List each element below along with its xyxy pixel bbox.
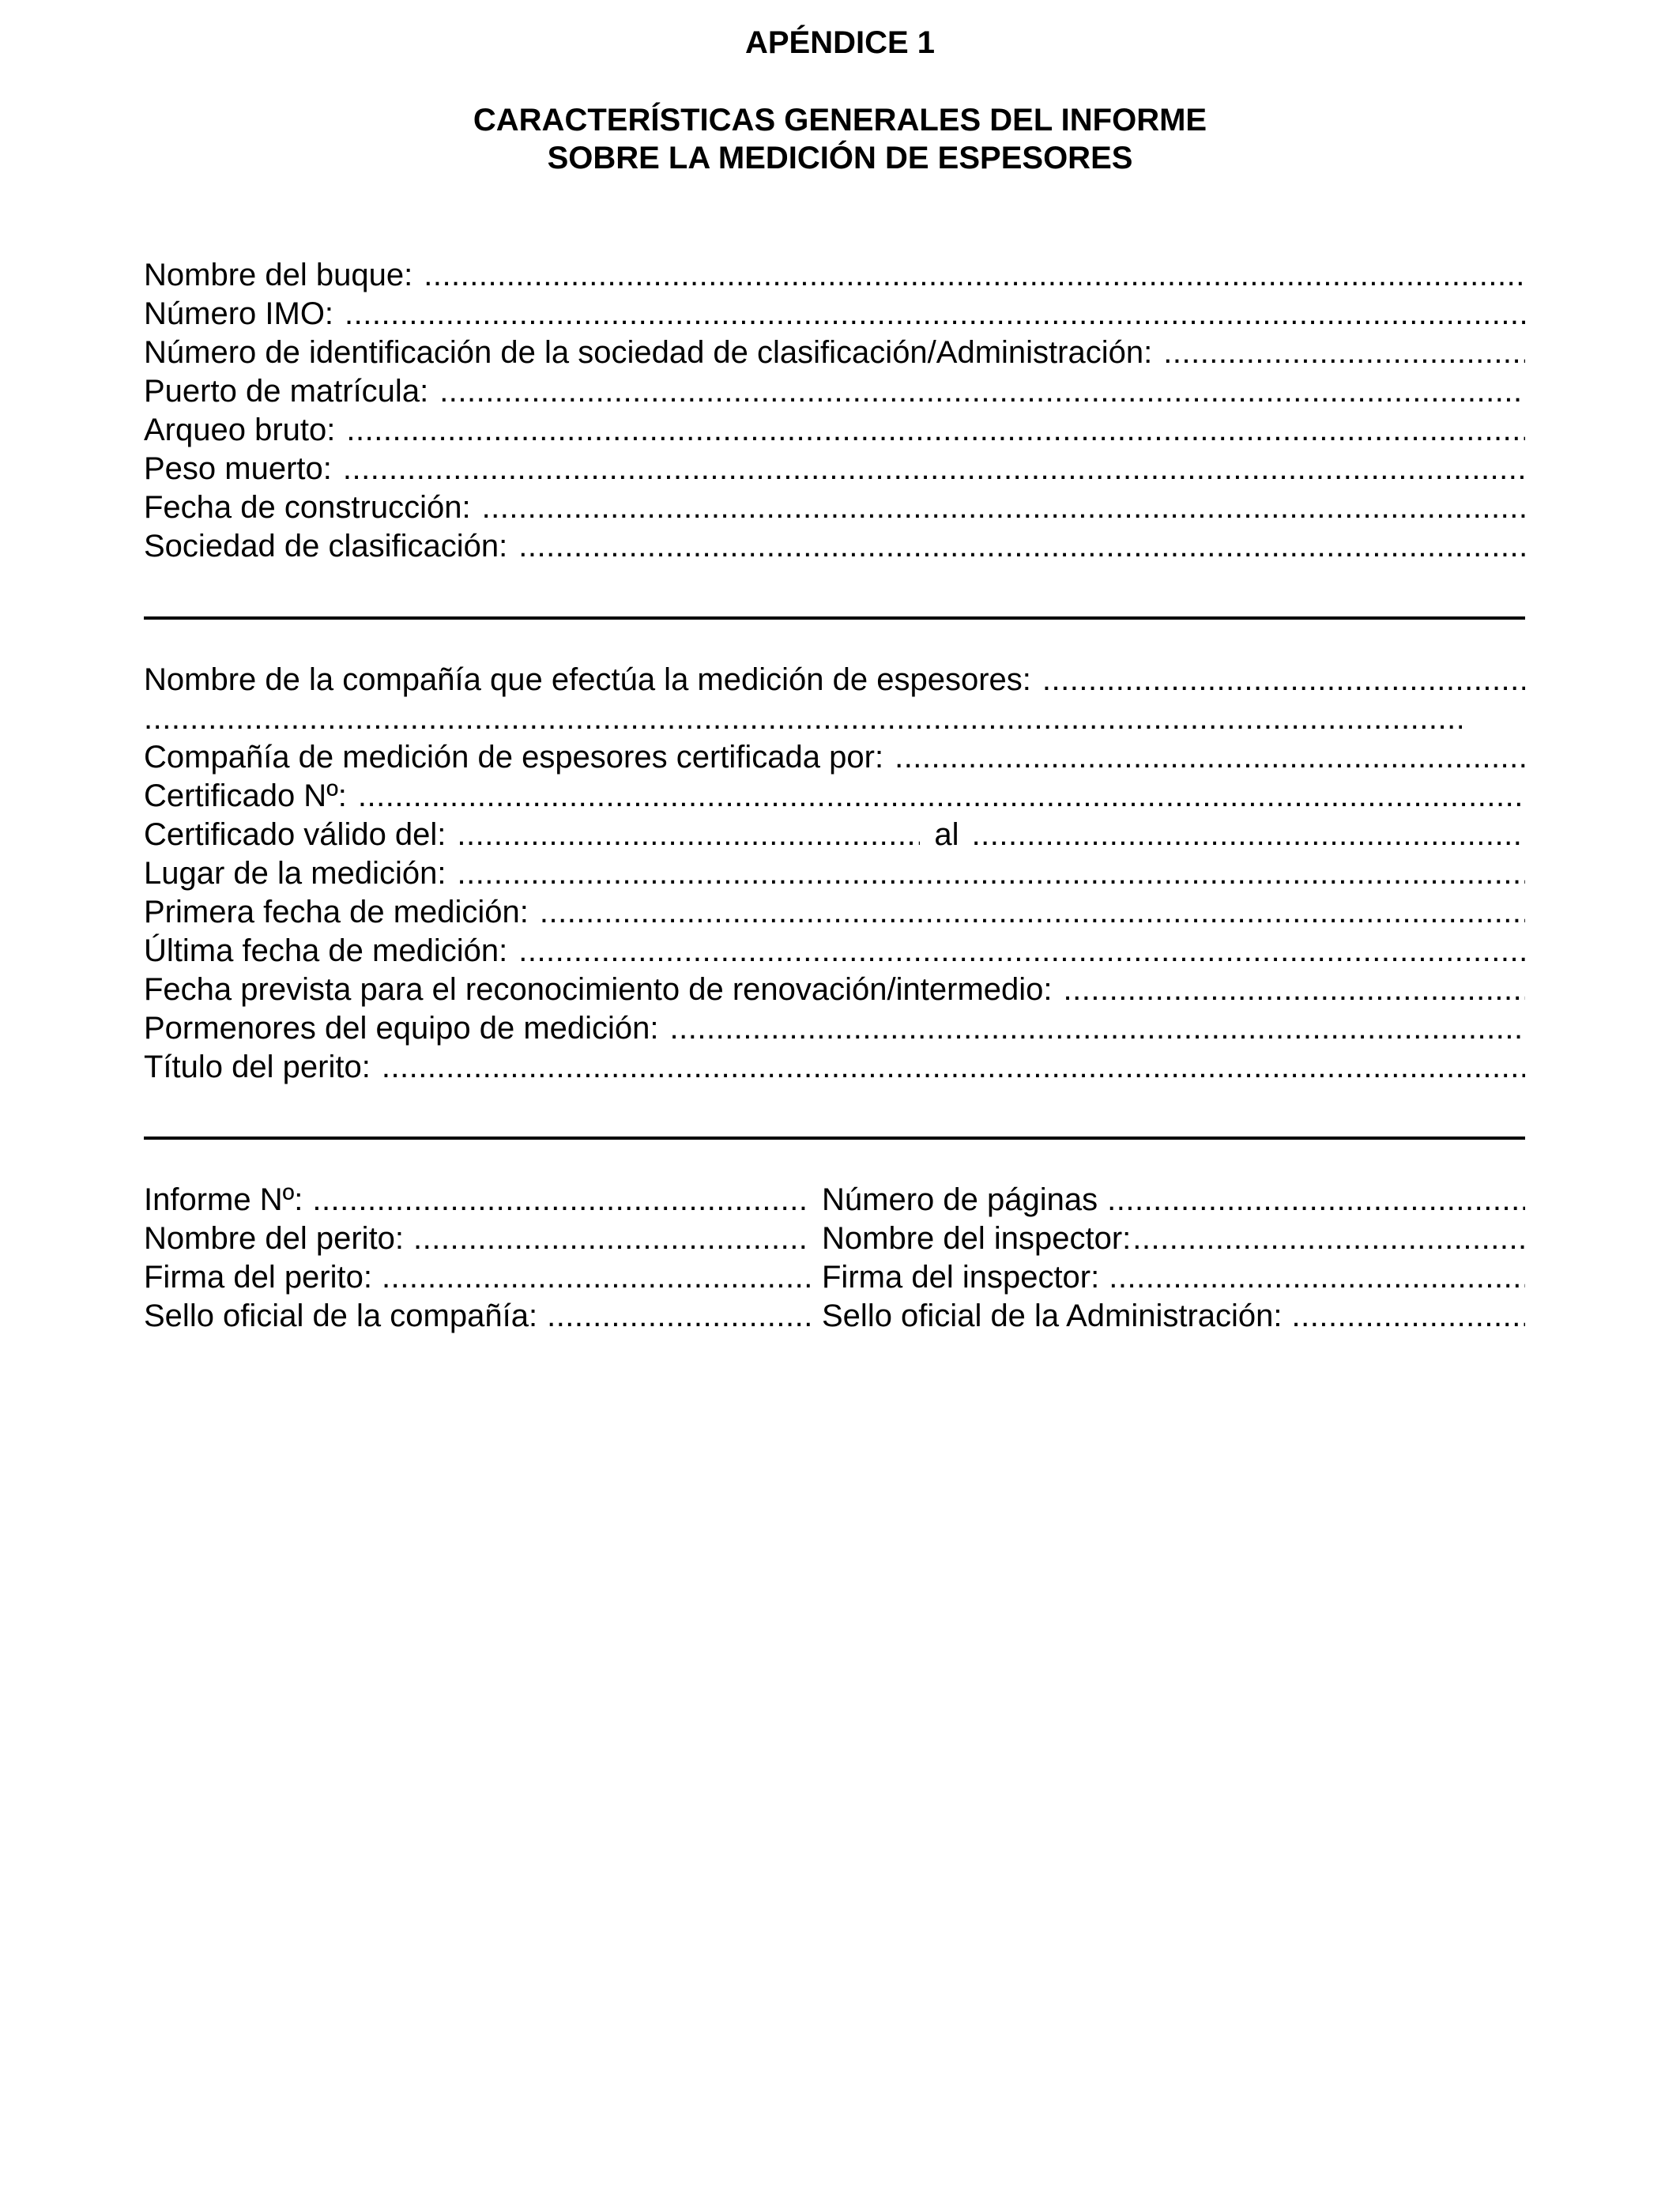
field-ship-name <box>144 256 1525 294</box>
field-inspector-name <box>822 1220 1525 1257</box>
fill-in-dots <box>1064 971 1525 1008</box>
field-port-of-registry <box>144 372 1525 410</box>
fill-in-dots <box>1107 1181 1525 1219</box>
field-equipment <box>144 1009 1525 1047</box>
field-label: Arqueo bruto: <box>144 413 336 447</box>
fill-in-dots <box>670 1009 1525 1047</box>
fill-in-dots <box>345 295 1525 333</box>
field-imo-number <box>144 295 1525 333</box>
fill-in-dots <box>144 699 1462 737</box>
field-first-date <box>144 893 1525 931</box>
fill-in-dots <box>343 450 1525 488</box>
fill-in-dots <box>457 854 1525 892</box>
field-company-name <box>144 661 1525 699</box>
field-label: Nombre de la compañía que efectúa la medición de espesores: <box>144 662 1031 697</box>
field-qualification <box>144 1048 1525 1086</box>
field-label: Informe Nº: <box>144 1182 303 1217</box>
field-gross-tonnage <box>144 411 1525 449</box>
field-certificate-validity <box>144 816 1525 854</box>
fill-in-dots <box>1132 1220 1525 1257</box>
fill-in-dots <box>1292 1297 1525 1335</box>
field-certificate-number <box>144 777 1525 815</box>
field-inspector-signature <box>822 1258 1525 1296</box>
field-label: Fecha de construcción: <box>144 490 471 525</box>
section-divider <box>144 616 1525 620</box>
field-company-name-continued <box>144 699 1462 737</box>
field-label: Fecha prevista para el reconocimiento de renovación/intermedio: <box>144 972 1053 1007</box>
title-line-2: SOBRE LA MEDICIÓN DE ESPESORES <box>547 141 1133 175</box>
field-label: Peso muerto: <box>144 451 332 486</box>
field-label: Compañía de medición de espesores certificada por: <box>144 740 884 775</box>
fill-in-dots <box>439 372 1525 410</box>
field-label: Última fecha de medición: <box>144 933 508 968</box>
fill-in-dots <box>518 932 1525 970</box>
fill-in-dots <box>518 527 1525 565</box>
field-label: Puerto de matrícula: <box>144 374 429 409</box>
field-label: Número IMO: <box>144 296 334 331</box>
field-label: Sello oficial de la Administración: <box>822 1299 1283 1333</box>
field-label: Nombre del perito: <box>144 1221 405 1256</box>
fill-in-dots <box>972 816 1525 854</box>
field-survey-date <box>144 971 1525 1008</box>
fill-in-dots <box>382 1048 1525 1086</box>
field-deadweight <box>144 450 1525 488</box>
field-label: Certificado Nº: <box>144 778 347 813</box>
field-label: Pormenores del equipo de medición: <box>144 1011 659 1046</box>
field-label: al <box>934 817 959 852</box>
field-label: Título del perito: <box>144 1050 371 1084</box>
field-label: Firma del perito: <box>144 1260 372 1295</box>
section-divider <box>144 1137 1525 1140</box>
field-place-of-measurement <box>144 854 1525 892</box>
field-surveyor-name <box>144 1220 811 1257</box>
fill-in-dots <box>358 777 1525 815</box>
field-number-of-pages <box>822 1181 1525 1219</box>
fill-in-dots <box>1042 661 1525 699</box>
field-administration-stamp <box>822 1297 1525 1335</box>
field-label: Lugar de la medición: <box>144 856 446 891</box>
field-label: Sociedad de clasificación: <box>144 529 508 564</box>
field-surveyor-signature <box>144 1258 811 1296</box>
fill-in-dots <box>895 738 1525 776</box>
fill-in-dots <box>413 1220 811 1257</box>
fill-in-dots <box>482 488 1525 526</box>
field-report-number <box>144 1181 811 1219</box>
fill-in-dots <box>547 1297 811 1335</box>
field-label: Nombre del buque: <box>144 258 413 292</box>
fill-in-dots <box>1109 1258 1525 1296</box>
field-label: Sello oficial de la compañía: <box>144 1299 538 1333</box>
field-date-of-build <box>144 488 1525 526</box>
field-label: Primera fecha de medición: <box>144 895 529 929</box>
fill-in-dots <box>346 411 1525 449</box>
fill-in-dots <box>312 1181 811 1219</box>
field-company-stamp <box>144 1297 811 1335</box>
field-label: Firma del inspector: <box>822 1260 1100 1295</box>
fill-in-dots <box>540 893 1525 931</box>
fill-in-dots <box>382 1258 811 1296</box>
field-label: Certificado válido del: <box>144 817 446 852</box>
field-label: Número de identificación de la sociedad de clasificación/Administración: <box>144 335 1153 370</box>
fill-in-dots <box>1163 334 1525 371</box>
field-class-id-number <box>144 334 1525 371</box>
field-label: Nombre del inspector: <box>822 1221 1132 1256</box>
field-label: Número de páginas <box>822 1182 1098 1217</box>
title-line-1: CARACTERÍSTICAS GENERALES DEL INFORME <box>473 103 1207 138</box>
field-last-date <box>144 932 1525 970</box>
fill-in-dots <box>424 256 1525 294</box>
appendix-heading: APÉNDICE 1 <box>744 25 936 60</box>
field-classification-society <box>144 527 1525 565</box>
field-certified-by <box>144 738 1525 776</box>
fill-in-dots <box>457 816 920 854</box>
